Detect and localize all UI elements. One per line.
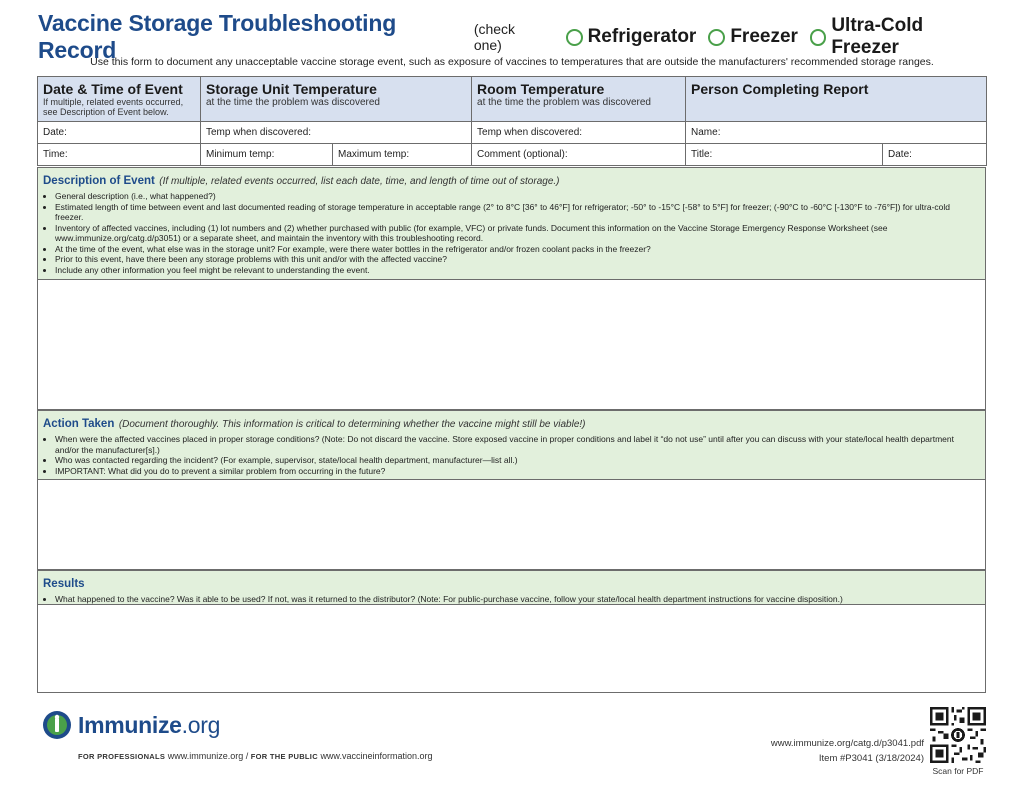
results-entry-area[interactable] <box>38 605 985 692</box>
header-person-title: Person Completing Report <box>691 81 869 97</box>
results-title: Results <box>43 578 85 590</box>
form-title: Vaccine Storage Troubleshooting Record <box>38 10 397 63</box>
report-date-field[interactable]: Date: <box>883 144 987 166</box>
time-field[interactable]: Time: <box>38 144 201 166</box>
list-item: • Who was contacted regarding the incident? (For example, supervisor, state/local health department, manufacturer—list all.) <box>55 455 980 466</box>
date-field[interactable]: Date: <box>38 122 201 144</box>
name-field[interactable]: Name: <box>686 122 987 144</box>
list-item: • Estimated length of time between event and last documented reading of storage temperature in acceptable range (2° to 8°C [36° to 46°F] for refrigerator; -50° to -15°C [-58° to 5°F] for freezer; (-90°C to -60°C [-130°F to -76°F]) for ultra-cold freezer. <box>55 202 980 223</box>
results-bullets <box>43 594 980 605</box>
option-ultra-cold-freezer[interactable] <box>810 15 988 59</box>
professionals-link[interactable]: www.immunize.org <box>167 751 244 761</box>
list-item: • At the time of the event, what else was in the storage unit? For example, were there water bottles in the refrigerator and/or frozen coolant packs in the freezer? <box>55 244 980 255</box>
action-section <box>37 410 986 570</box>
title-field[interactable]: Title: <box>686 144 883 166</box>
for-public-label: FOR THE PUBLIC <box>250 752 318 761</box>
action-note: (Document thoroughly. This information is critical to determining whether the vaccine might still be viable!) <box>118 419 586 430</box>
description-title: Description of Event <box>43 175 155 187</box>
list-item: • What happened to the vaccine? Was it able to be used? If not, was it returned to the distributor? (Note: For public-purchase vaccine, follow your state/local health department instructions for vaccine disposition.) <box>55 594 980 605</box>
header-storage-temp <box>201 77 472 122</box>
description-section <box>37 167 986 410</box>
action-bullets <box>43 434 980 476</box>
header-room-temp <box>472 77 686 122</box>
footer-links <box>78 751 433 761</box>
list-item: • General description (i.e., what happened?) <box>55 191 980 202</box>
public-link[interactable]: www.vaccineinformation.org <box>320 751 433 761</box>
description-entry-area[interactable] <box>38 280 985 409</box>
qr-code-icon[interactable] <box>930 707 986 763</box>
header-person <box>686 77 987 122</box>
header-storage-temp-sub: at the time the problem was discovered <box>206 97 380 108</box>
comment-field[interactable]: Comment (optional): <box>472 144 686 166</box>
storage-temp-discovered-field[interactable]: Temp when discovered: <box>201 122 472 144</box>
option-freezer[interactable] <box>708 26 798 48</box>
logo-wordmark <box>78 712 220 739</box>
list-item: • Include any other information you feel might be relevant to understanding the event. <box>55 265 980 276</box>
radio-circle-icon[interactable] <box>810 29 826 46</box>
action-header <box>38 411 985 480</box>
footer-right <box>771 736 924 766</box>
immunize-logo-icon <box>42 710 72 740</box>
logo-tld: .org <box>181 711 221 738</box>
list-item: • IMPORTANT: What did you do to prevent a similar problem from occurring in the future? <box>55 466 980 477</box>
description-bullets <box>43 191 980 275</box>
list-item: • Inventory of affected vaccines, including (1) lot numbers and (2) whether purchased with public (for example, VFC) or private funds. Document this information on the Vaccine Storage Emergency Response Worksheet (see www.immunize.org/catg.d/p3051) or a separate sheet, and maintain the inventory with this troubleshooting record. <box>55 223 980 244</box>
header-date-time-title: Date & Time of Event <box>43 81 183 97</box>
radio-circle-icon[interactable] <box>708 29 725 46</box>
scan-for-pdf-label: Scan for PDF <box>932 766 984 776</box>
results-section <box>37 570 986 693</box>
header-storage-temp-title: Storage Unit Temperature <box>206 81 377 97</box>
list-item: • When were the affected vaccines placed in proper storage conditions? (Note: Do not discard the vaccine. Store exposed vaccine in proper conditions and label it “do not use” until after you can discuss with your state/local health department and/or the manufacturer[s].) <box>55 434 980 455</box>
action-entry-area[interactable] <box>38 480 985 569</box>
option-label: Ultra-Cold Freezer <box>831 15 924 58</box>
logo-name: Immunize <box>78 711 182 738</box>
list-item: • Prior to this event, have there been any storage problems with this unit and/or with the affected vaccine? <box>55 254 980 265</box>
description-header <box>38 168 985 280</box>
description-note: (If multiple, related events occurred, list each date, time, and length of time out of storage.) <box>159 176 560 187</box>
check-one-label: (check one) <box>473 21 516 53</box>
item-number: Item #P3041 (3/18/2024) <box>818 753 924 764</box>
option-label: Refrigerator <box>587 26 697 47</box>
header-date-time <box>38 77 201 122</box>
footer-separator: / <box>245 751 249 761</box>
header-room-temp-title: Room Temperature <box>477 81 605 97</box>
pdf-link[interactable]: www.immunize.org/catg.d/p3041.pdf <box>770 738 924 749</box>
header-room-temp-sub: at the time the problem was discovered <box>477 97 651 108</box>
instructions: Use this form to document any unacceptable vaccine storage event, such as exposure of vaccines to temperatures that are outside the manufacturers' recommended storage ranges. <box>90 56 934 68</box>
option-refrigerator[interactable] <box>566 26 697 48</box>
event-table <box>37 76 987 166</box>
immunize-logo[interactable] <box>42 710 220 740</box>
radio-circle-icon[interactable] <box>566 29 583 46</box>
option-label: Freezer <box>730 26 798 47</box>
minimum-temp-field[interactable]: Minimum temp: <box>201 144 333 166</box>
room-temp-discovered-field[interactable]: Temp when discovered: <box>472 122 686 144</box>
results-header <box>38 571 985 605</box>
for-professionals-label: FOR PROFESSIONALS <box>78 752 166 761</box>
maximum-temp-field[interactable]: Maximum temp: <box>333 144 472 166</box>
header-date-time-note: If multiple, related events occurred, see Description of Event below. <box>43 97 184 117</box>
action-title: Action Taken <box>43 418 115 430</box>
